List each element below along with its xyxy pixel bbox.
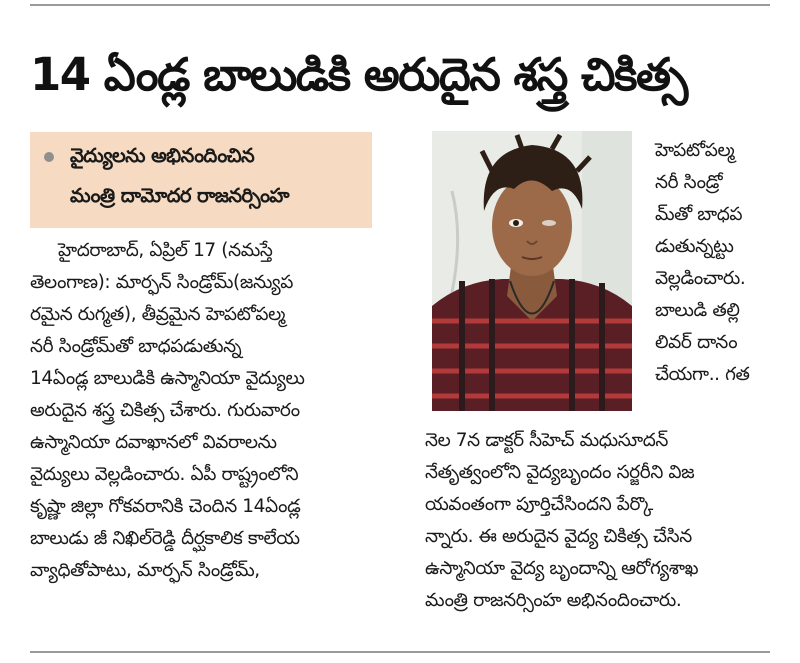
- body-line: 14ఏండ్ల బాలుడికి ఉస్మానియా వైద్యులు: [30, 368, 305, 389]
- body-line: కృష్ణా జిల్లా గోకవరానికి చెందిన 14ఏండ్ల: [30, 496, 301, 517]
- body-line: బాలుడు జీ నిఖిల్‌రెడ్డి దీర్ఘకాలిక కాలేయ: [30, 528, 300, 549]
- highlight-line: వైద్యులను అభినందించిన: [70, 144, 255, 167]
- body-line: రమైన రుగ్మత), తీవ్రమైన హెపటోపల్మ: [30, 304, 285, 325]
- body-line: తెలంగాణ): మార్ఫన్ సిండ్రోమ్(జన్యుప: [30, 272, 293, 293]
- body-line: హెపటోపల్మ: [655, 140, 735, 161]
- body-line: చేయగా.. గత: [655, 364, 750, 385]
- body-line: వ్యాధితోపాటు, మార్ఫన్ సిండ్రోమ్,: [30, 560, 260, 581]
- body-line: ఉస్మానియా దవాఖానలో వివరాలను: [30, 432, 277, 453]
- body-line: బాలుడి తల్లి: [655, 300, 740, 321]
- highlight-box: [30, 132, 372, 228]
- boy-photo: [432, 131, 632, 411]
- body-line: నరీ సిండ్రోమ్‌తో బాధపడుతున్న: [30, 336, 242, 357]
- body-line: ఉస్మానియా వైద్య బృందాన్ని ఆరోగ్యశాఖ: [425, 558, 699, 579]
- bottom-rule: [30, 651, 770, 653]
- body-line: నెల 7న డాక్టర్ సీహెచ్ మధుసూదన్: [425, 430, 668, 451]
- body-line: హైదరాబాద్, ఏప్రిల్ 17 (నమస్తే: [58, 240, 273, 261]
- body-line: లివర్ దానం: [655, 332, 738, 353]
- body-line: మంత్రి రాజనర్సింహ అభినందించారు.: [425, 590, 682, 611]
- top-rule: [30, 4, 770, 6]
- body-line: నేతృత్వంలోని వైద్యబృందం సర్జరీని విజ: [425, 462, 695, 483]
- body-line: అరుదైన శస్త్ర చికిత్స చేశారు. గురువారం: [30, 400, 300, 421]
- body-line: న్నారు. ఈ అరుదైన వైద్య చికిత్స చేసిన: [425, 526, 692, 547]
- body-line: యవంతంగా పూర్తిచేసిందని పేర్కొ: [425, 494, 653, 515]
- body-line: డుతున్నట్టు: [655, 236, 734, 257]
- highlight-line: మంత్రి దామోదర రాజనర్సింహ: [70, 184, 289, 207]
- headline: 14 ఏండ్ల బాలుడికి అరుదైన శస్త్ర చికిత్స: [30, 48, 687, 101]
- body-line: మ్‌తో బాధప: [655, 204, 743, 225]
- bullet-icon: [44, 152, 54, 162]
- body-line: వైద్యులు వెల్లడించారు. ఏపీ రాష్ట్రంలోని: [30, 464, 299, 485]
- boy-photo-illustration: [432, 131, 632, 411]
- body-line: వెల్లడించారు.: [655, 268, 746, 289]
- body-line: నరీ సిండ్రో: [655, 172, 723, 193]
